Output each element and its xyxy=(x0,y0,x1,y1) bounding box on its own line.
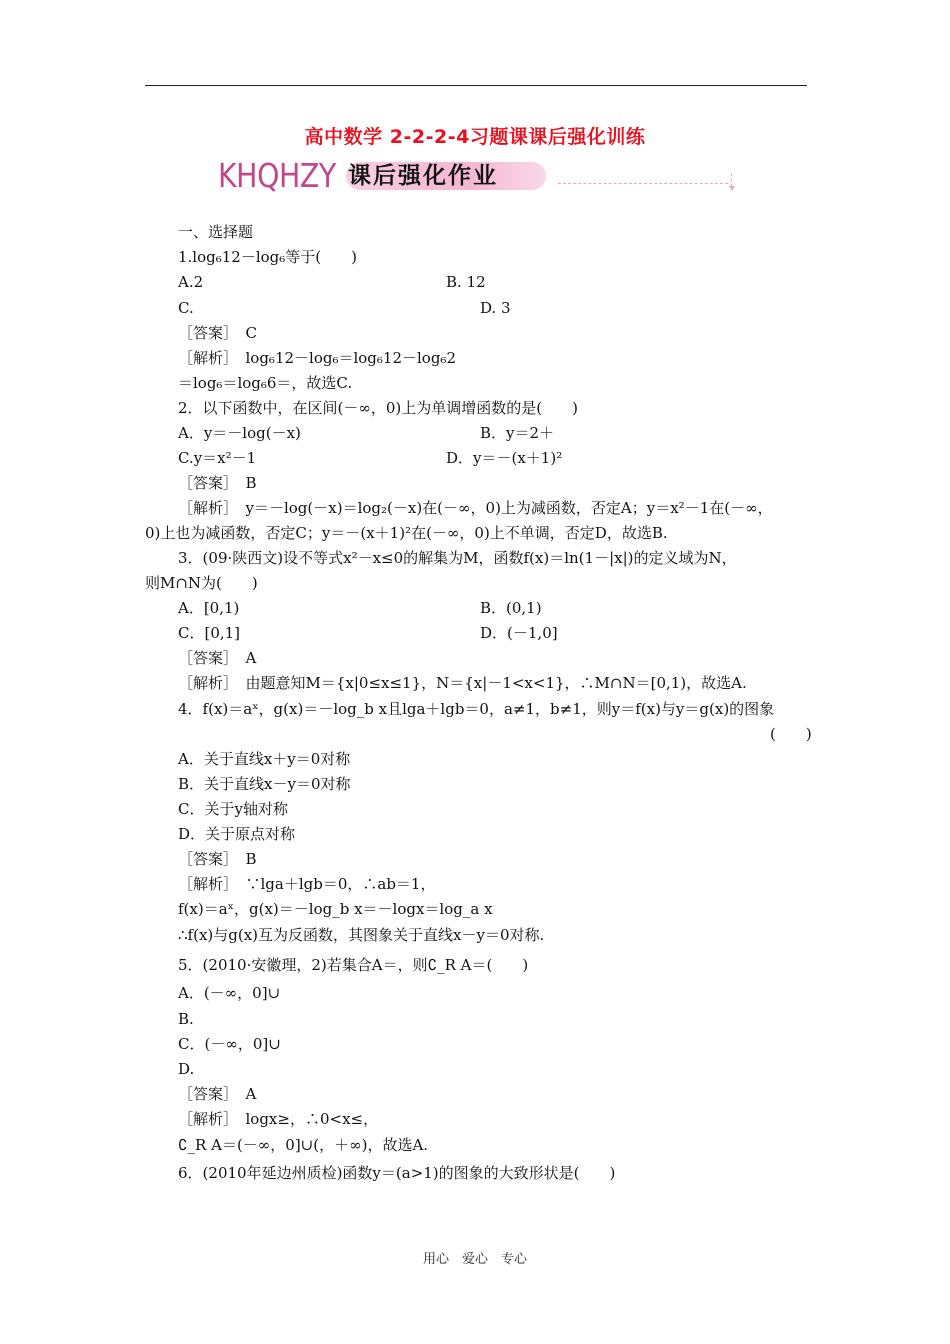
answer-1: ［答案］ C xyxy=(178,324,257,342)
question-2: 2．以下函数中，在区间(－∞，0)上为单调增函数的是( ) xyxy=(178,399,578,417)
option-2b: B．y＝2＋ xyxy=(480,424,555,442)
question-3: 3．(09·陕西文)设不等式x²－x≤0的解集为M，函数f(x)＝ln(1－|x|)的定义域为N， xyxy=(178,549,737,567)
question-4-bracket: ( ) xyxy=(770,725,812,743)
analysis-4-line-1: ［解析］ ∵lga＋lgb＝0，∴ab＝1， xyxy=(178,875,436,893)
option-3b: B．(0,1) xyxy=(480,599,542,617)
banner-arrow-icon xyxy=(723,173,732,187)
page-title: 高中数学 2-2-2-4习题课课后强化训练 xyxy=(304,126,646,148)
option-4a: A．关于直线x＋y＝0对称 xyxy=(178,750,351,768)
option-5d: D. xyxy=(178,1060,195,1078)
banner-dashed-line xyxy=(558,183,728,184)
option-1a: A.2 xyxy=(178,273,204,291)
answer-5: ［答案］ A xyxy=(178,1085,257,1103)
option-4c: C．关于y轴对称 xyxy=(178,800,288,818)
question-1: 1.log₆12－log₆等于( ) xyxy=(178,248,357,266)
analysis-1-line-2: ＝log₆＝log₆6＝，故选C. xyxy=(178,374,353,392)
banner-letters: KHQHZY xyxy=(218,156,336,195)
header-rule xyxy=(145,85,807,86)
question-5: 5．(2010·安徽理，2)若集合A＝，则∁_R A＝( ) xyxy=(178,956,529,974)
analysis-1-line-1: ［解析］ log₆12－log₆＝log₆12－log₆2 xyxy=(178,349,456,367)
answer-2: ［答案］ B xyxy=(178,474,257,492)
analysis-2-line-1: ［解析］ y＝－log(－x)＝log₂(－x)在(－∞，0)上为减函数，否定A；y＝x²－1在(－∞， xyxy=(178,499,773,517)
option-3d: D．(－1,0] xyxy=(480,624,558,642)
option-5a: A．(－∞，0]∪ xyxy=(178,984,281,1002)
question-4: 4．f(x)＝aˣ，g(x)＝－log_b x且lga＋lgb＝0，a≠1，b≠1，则y＝f(x)与y＝g(x)的图象 xyxy=(178,700,775,718)
analysis-3: ［解析］ 由题意知M＝{x|0≤x≤1}，N＝{x|－1<x<1}，∴M∩N＝[0,1)，故选A. xyxy=(178,674,747,692)
page-footer: 用心 爱心 专心 xyxy=(422,1252,527,1267)
answer-4: ［答案］ B xyxy=(178,850,257,868)
analysis-5-line-2: ∁_R A＝(－∞，0]∪(，＋∞)，故选A. xyxy=(178,1136,429,1154)
analysis-4-line-3: ∴f(x)与g(x)互为反函数，其图象关于直线x－y＝0对称. xyxy=(178,926,545,944)
option-3c: C．[0,1] xyxy=(178,624,241,642)
option-3a: A．[0,1) xyxy=(178,599,240,617)
option-1c: C. xyxy=(178,299,194,317)
option-2c: C.y＝x²－1 xyxy=(178,449,257,467)
section-banner xyxy=(218,156,738,196)
option-5c: C．(－∞，0]∪ xyxy=(178,1035,281,1053)
analysis-5-line-1: ［解析］ logx≥，∴0<x≤， xyxy=(178,1110,379,1128)
option-2a: A．y＝－log(－x) xyxy=(178,424,301,442)
banner-text: 课后强化作业 xyxy=(348,163,498,189)
option-4d: D．关于原点对称 xyxy=(178,825,296,843)
question-6: 6．(2010年延边州质检)函数y＝(a>1)的图象的大致形状是( ) xyxy=(178,1164,616,1182)
question-3-cont: 则M∩N为( ) xyxy=(145,574,258,592)
analysis-4-line-2: f(x)＝aˣ，g(x)＝－log_b x＝－logx＝log_a x xyxy=(178,900,493,918)
option-1b: B. 12 xyxy=(446,273,486,291)
option-5b: B. xyxy=(178,1010,194,1028)
answer-3: ［答案］ A xyxy=(178,649,257,667)
section-heading: 一、选择题 xyxy=(178,223,254,241)
option-4b: B．关于直线x－y＝0对称 xyxy=(178,775,351,793)
option-1d: D. 3 xyxy=(480,299,511,317)
option-2d: D．y＝－(x＋1)² xyxy=(446,449,563,467)
analysis-2-line-2: 0)上也为减函数，否定C；y＝－(x＋1)²在(－∞，0)上不单调，否定D，故选B. xyxy=(145,524,668,542)
